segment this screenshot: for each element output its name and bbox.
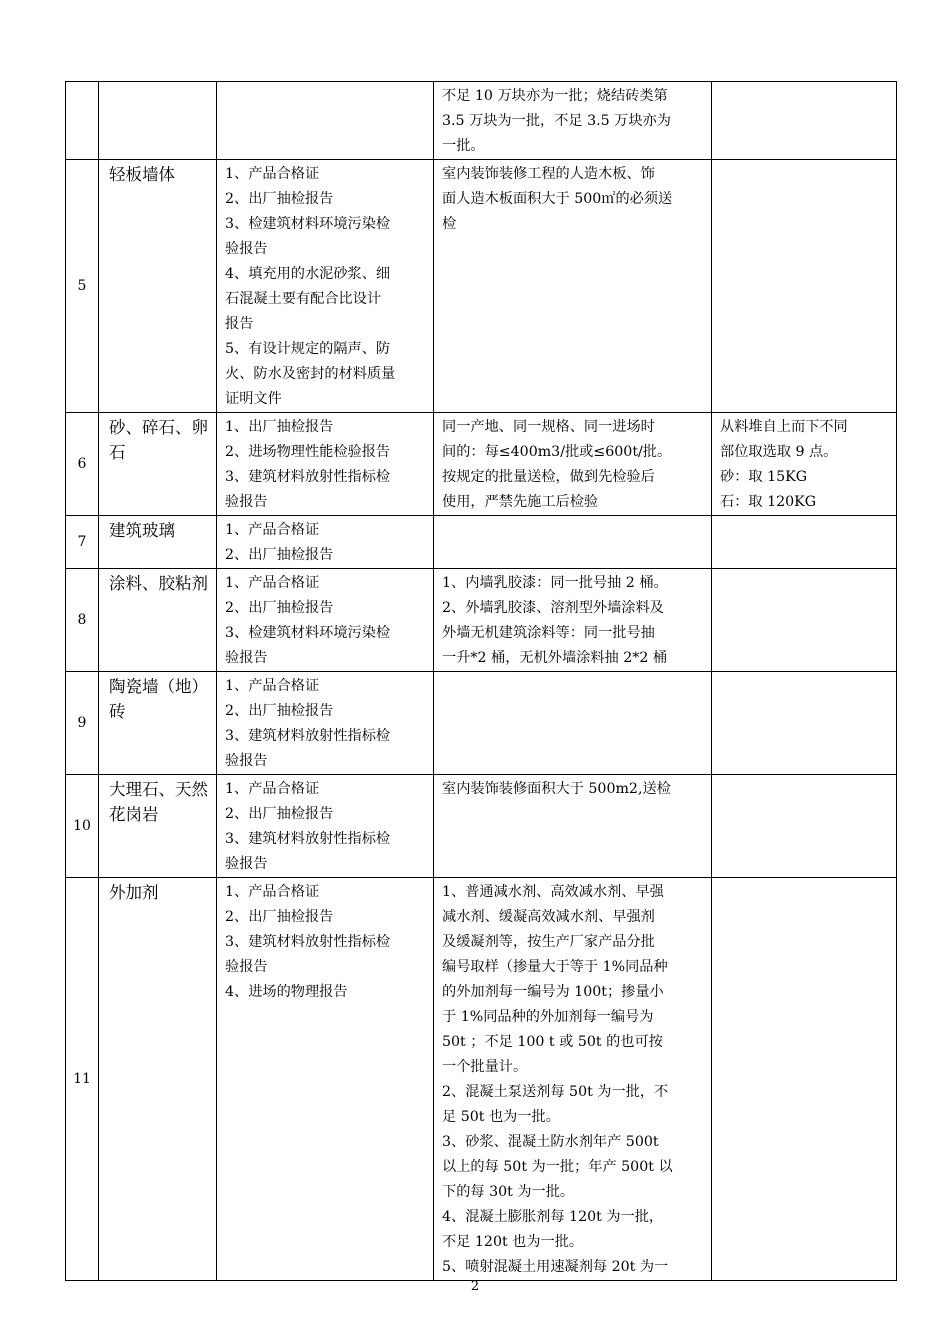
batch-rule-line: 下的每 30t 为一批。: [442, 1184, 575, 1200]
required-documents-line: 3、建筑材料放射性指标检: [225, 934, 391, 950]
required-documents-line: 验报告: [225, 856, 268, 872]
required-documents: [217, 672, 434, 775]
required-documents-line: 验报告: [225, 753, 268, 769]
row-number: 8: [66, 569, 99, 672]
batch-rule-line: 检: [442, 216, 457, 232]
batch-rule-line: 一批。: [442, 138, 485, 154]
required-documents-line: 验报告: [225, 959, 268, 975]
batch-rule: [434, 516, 712, 569]
batch-rule-line: 的外加剂每一编号为 100t；掺量小: [442, 984, 664, 1000]
row-number: 10: [66, 775, 99, 878]
required-documents-line: 3、检建筑材料环境污染检: [225, 216, 391, 232]
sampling-method: [712, 160, 897, 413]
batch-rule: [434, 672, 712, 775]
batch-rule-line: 一升*2 桶，无机外墙涂料抽 2*2 桶: [442, 650, 668, 666]
required-documents-line: 1、产品合格证: [225, 522, 320, 538]
required-documents: [217, 878, 434, 1281]
required-documents-line: 2、出厂抽检报告: [225, 806, 334, 822]
batch-rule-line: 外墙无机建筑涂料等：同一批号抽: [442, 625, 655, 641]
batch-rule-line: 室内装饰装修工程的人造木板、饰: [442, 166, 655, 182]
batch-rule-line: 及缓凝剂等，按生产厂家产品分批: [442, 934, 655, 950]
table-row: [66, 413, 897, 516]
required-documents-line: 1、产品合格证: [225, 678, 320, 694]
required-documents-line: 1、产品合格证: [225, 884, 320, 900]
table-row: [66, 516, 897, 569]
row-number: 7: [66, 516, 99, 569]
batch-rule: [434, 160, 712, 413]
batch-rule-line: 同一产地、同一规格、同一进场时: [442, 419, 655, 435]
inspection-table: [65, 81, 897, 1281]
batch-rule: [434, 413, 712, 516]
batch-rule-line: 间的：每≤400m3/批或≤600t/批。: [442, 444, 672, 460]
material-name: 陶瓷墙（地）砖: [99, 672, 217, 775]
required-documents: [217, 160, 434, 413]
required-documents: [217, 516, 434, 569]
required-documents: [217, 775, 434, 878]
batch-rule-line: 按规定的批量送检，做到先检验后: [442, 469, 655, 485]
material-name: 砂、碎石、卵石: [99, 413, 217, 516]
page-number: 2: [470, 1279, 480, 1294]
table-row: [66, 82, 897, 160]
batch-rule: [434, 82, 712, 160]
row-number: 5: [66, 160, 99, 413]
required-documents-line: 火、防水及密封的材料质量: [225, 366, 396, 382]
required-documents-line: 4、填充用的水泥砂浆、细: [225, 266, 391, 282]
batch-rule-line: 1、内墙乳胶漆：同一批号抽 2 桶。: [442, 575, 668, 591]
batch-rule-line: 2、外墙乳胶漆、溶剂型外墙涂料及: [442, 600, 664, 616]
required-documents-line: 4、进场的物理报告: [225, 984, 348, 1000]
required-documents-line: 2、出厂抽检报告: [225, 547, 334, 563]
sampling-method: [712, 516, 897, 569]
sampling-method: [712, 672, 897, 775]
required-documents: [217, 569, 434, 672]
required-documents-line: 2、出厂抽检报告: [225, 703, 334, 719]
batch-rule-line: 使用，严禁先施工后检验: [442, 494, 599, 510]
row-number: 9: [66, 672, 99, 775]
sampling-method: [712, 775, 897, 878]
material-name: 建筑玻璃: [99, 516, 217, 569]
batch-rule-line: 于 1%同品种的外加剂每一编号为: [442, 1009, 654, 1025]
required-documents-line: 1、产品合格证: [225, 575, 320, 591]
required-documents-line: 1、出厂抽检报告: [225, 419, 334, 435]
sampling-method: [712, 82, 897, 160]
batch-rule-line: 一个批量计。: [442, 1059, 528, 1075]
table-row: [66, 878, 897, 1281]
batch-rule-line: 减水剂、缓凝高效减水剂、早强剂: [442, 909, 655, 925]
required-documents-line: 5、有设计规定的隔声、防: [225, 341, 391, 357]
row-number: 6: [66, 413, 99, 516]
required-documents-line: 1、产品合格证: [225, 781, 320, 797]
batch-rule-line: 2、混凝土泵送剂每 50t 为一批，不: [442, 1084, 669, 1100]
table-row: [66, 569, 897, 672]
required-documents-line: 3、检建筑材料环境污染检: [225, 625, 391, 641]
sampling-method: [712, 569, 897, 672]
sampling-method-line: 砂：取 15KG: [720, 469, 808, 485]
sampling-method: [712, 413, 897, 516]
material-name: 外加剂: [99, 878, 217, 1281]
required-documents-line: 2、出厂抽检报告: [225, 191, 334, 207]
batch-rule: [434, 569, 712, 672]
batch-rule: [434, 775, 712, 878]
row-number: [66, 82, 99, 160]
required-documents-line: 2、出厂抽检报告: [225, 909, 334, 925]
required-documents-line: 验报告: [225, 241, 268, 257]
batch-rule-line: 不足 120t 也为一批。: [442, 1234, 584, 1250]
sampling-method-line: 石：取 120KG: [720, 494, 817, 510]
required-documents-line: 2、进场物理性能检验报告: [225, 444, 391, 460]
required-documents-line: 报告: [225, 316, 254, 332]
table-row: [66, 775, 897, 878]
required-documents-line: 1、产品合格证: [225, 166, 320, 182]
required-documents-line: 验报告: [225, 494, 268, 510]
batch-rule-line: 不足 10 万块亦为一批；烧结砖类第: [442, 88, 668, 104]
material-name: 轻板墙体: [99, 160, 217, 413]
batch-rule-line: 编号取样（掺量大于等于 1%同品种: [442, 959, 668, 975]
material-name: [99, 82, 217, 160]
sampling-method-line: 部位取选取 9 点。: [720, 444, 838, 460]
table-row: [66, 160, 897, 413]
batch-rule-line: 5、喷射混凝土用速凝剂每 20t 为一: [442, 1259, 669, 1275]
batch-rule-line: 3.5 万块为一批，不足 3.5 万块亦为: [442, 113, 671, 129]
required-documents-line: 3、建筑材料放射性指标检: [225, 831, 391, 847]
required-documents-line: 2、出厂抽检报告: [225, 600, 334, 616]
required-documents-line: 3、建筑材料放射性指标检: [225, 469, 391, 485]
batch-rule-line: 1、普通减水剂、高效减水剂、早强: [442, 884, 664, 900]
required-documents-line: 3、建筑材料放射性指标检: [225, 728, 391, 744]
batch-rule-line: 50t ；不足 100 t 或 50t 的也可按: [442, 1034, 663, 1050]
required-documents: [217, 413, 434, 516]
sampling-method-line: 从料堆自上而下不同: [720, 419, 848, 435]
batch-rule-line: 室内装饰装修面积大于 500m2,送检: [442, 781, 671, 797]
required-documents-line: 证明文件: [225, 391, 282, 407]
material-name: 大理石、天然花岗岩: [99, 775, 217, 878]
required-documents-line: 石混凝土要有配合比设计: [225, 291, 382, 307]
batch-rule-line: 3、砂浆、混凝土防水剂年产 500t: [442, 1134, 659, 1150]
batch-rule: [434, 878, 712, 1281]
required-documents: [217, 82, 434, 160]
batch-rule-line: 足 50t 也为一批。: [442, 1109, 560, 1125]
table-body: [66, 82, 897, 1281]
table-row: [66, 672, 897, 775]
sampling-method: [712, 878, 897, 1281]
row-number: 11: [66, 878, 99, 1281]
material-name: 涂料、胶粘剂: [99, 569, 217, 672]
required-documents-line: 验报告: [225, 650, 268, 666]
batch-rule-line: 4、混凝土膨胀剂每 120t 为一批，: [442, 1209, 664, 1225]
batch-rule-line: 以上的每 50t 为一批；年产 500t 以: [442, 1159, 673, 1175]
batch-rule-line: 面人造木板面积大于 500㎡的必须送: [442, 191, 673, 207]
